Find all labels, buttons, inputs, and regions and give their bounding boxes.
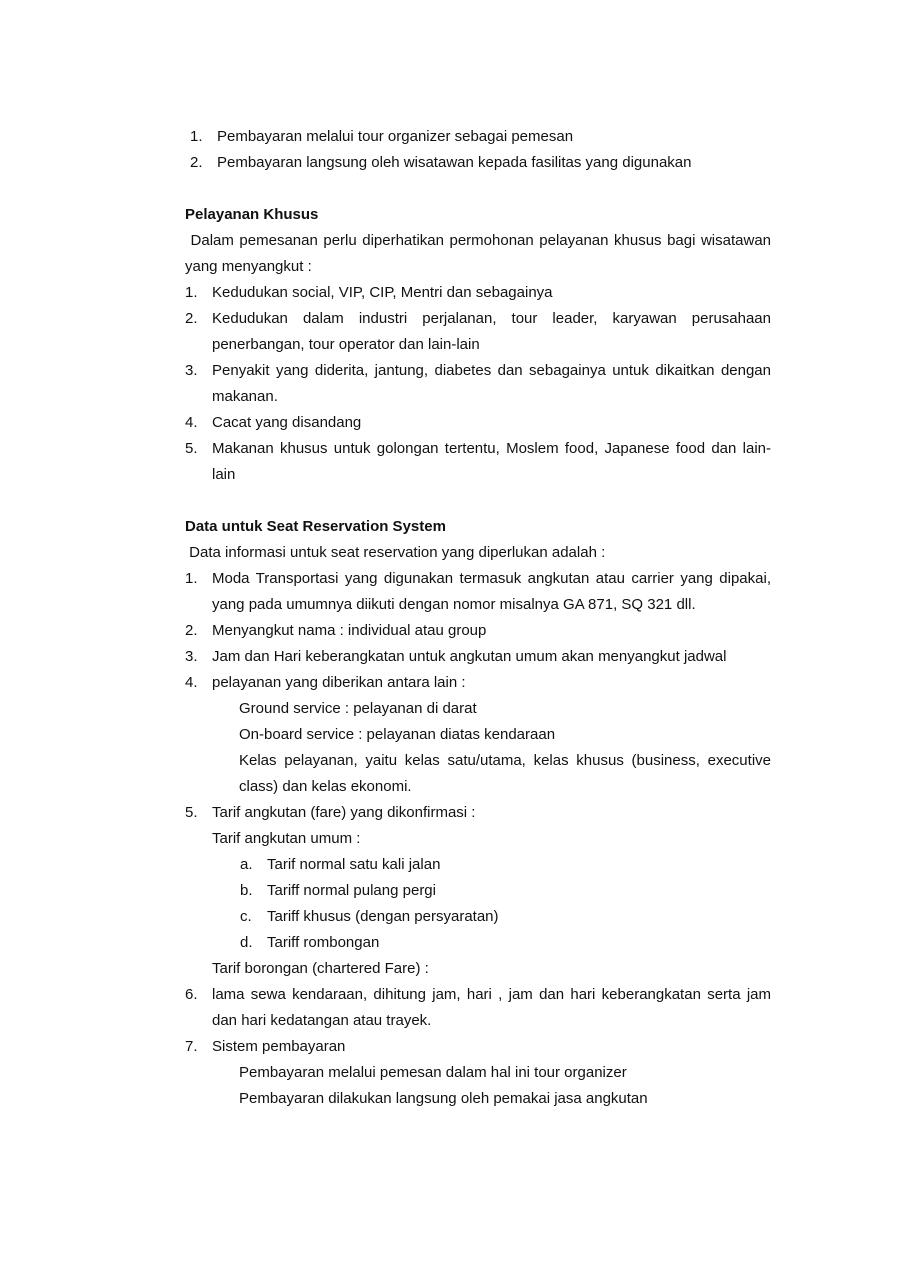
letter-item xyxy=(185,904,771,930)
list-number: 1. xyxy=(185,570,198,587)
list-number: 6. xyxy=(185,986,198,1003)
sub-item: Ground service : pelayanan di darat xyxy=(239,700,477,717)
list-number: 7. xyxy=(185,1038,198,1055)
letter-marker: c. xyxy=(240,908,252,925)
list-text: Menyangkut nama : individual atau group xyxy=(212,622,487,639)
list-item xyxy=(185,306,771,358)
letter-text: Tariff rombongan xyxy=(267,934,380,951)
list-number: 4. xyxy=(185,674,198,691)
list-number: 2. xyxy=(185,310,198,327)
section-intro: Data informasi untuk seat reservation yang diperlukan adalah : xyxy=(185,544,606,561)
list-text: Penyakit yang diderita, jantung, diabetes dan sebagainya untuk dikaitkan dengan makanan. xyxy=(212,362,771,405)
list-number: 1. xyxy=(185,284,198,301)
list-number: 5. xyxy=(185,804,198,821)
document-page xyxy=(185,124,776,1112)
list-text: Moda Transportasi yang digunakan termasuk angkutan atau carrier yang dipakai, yang pada umumnya diikuti dengan nomor misalnya GA 871, SQ 321 dll. xyxy=(212,570,771,613)
list-item xyxy=(185,800,771,826)
letter-item xyxy=(185,878,771,904)
list-text: Pembayaran melalui tour organizer sebagai pemesan xyxy=(217,128,574,145)
seat-reservation-list xyxy=(185,566,771,1112)
list-number: 1. xyxy=(190,128,203,145)
list-number: 2. xyxy=(185,622,198,639)
letter-marker: a. xyxy=(240,856,253,873)
sub-item: Pembayaran melalui pemesan dalam hal ini tour organizer xyxy=(239,1064,627,1081)
section-intro: Dalam pemesanan perlu diperhatikan permohonan pelayanan khusus bagi wisatawan yang menyangkut : xyxy=(185,232,776,275)
list-text: lama sewa kendaraan, dihitung jam, hari , jam dan hari keberangkatan serta jam dan hari kedatangan atau trayek. xyxy=(212,986,771,1029)
section-heading: Pelayanan Khusus xyxy=(185,206,319,223)
list-number: 4. xyxy=(185,414,198,431)
letter-marker: d. xyxy=(240,934,253,951)
sub-label: Tarif angkutan umum : xyxy=(212,830,361,847)
sub-item: On-board service : pelayanan diatas kendaraan xyxy=(239,726,556,743)
section-heading: Data untuk Seat Reservation System xyxy=(185,518,446,535)
list-text: Tarif angkutan (fare) yang dikonfirmasi : xyxy=(212,804,476,821)
list-text: Makanan khusus untuk golongan tertentu, Moslem food, Japanese food dan lain-lain xyxy=(212,440,771,483)
list-item xyxy=(185,566,771,618)
list-item xyxy=(185,358,771,410)
letter-text: Tarif normal satu kali jalan xyxy=(267,856,441,873)
list-item xyxy=(185,670,771,696)
sub-item: Pembayaran dilakukan langsung oleh pemakai jasa angkutan xyxy=(239,1090,648,1107)
list-item xyxy=(185,410,771,436)
list-item xyxy=(185,124,771,150)
list-item xyxy=(185,436,771,488)
sub-label: Tarif borongan (chartered Fare) : xyxy=(212,960,429,977)
letter-item xyxy=(185,930,771,956)
list-item xyxy=(185,982,771,1034)
list-item xyxy=(185,150,771,176)
list-number: 5. xyxy=(185,440,198,457)
sub-item: Kelas pelayanan, yaitu kelas satu/utama, kelas khusus (business, executive class) dan kelas ekonomi. xyxy=(239,752,771,795)
letter-marker: b. xyxy=(240,882,253,899)
payment-list xyxy=(185,124,771,176)
list-item xyxy=(185,644,771,670)
list-text: pelayanan yang diberikan antara lain : xyxy=(212,674,466,691)
special-service-list xyxy=(185,280,771,488)
list-text: Jam dan Hari keberangkatan untuk angkutan umum akan menyangkut jadwal xyxy=(212,648,727,665)
list-number: 3. xyxy=(185,362,198,379)
list-text: Kedudukan dalam industri perjalanan, tour leader, karyawan perusahaan penerbangan, tour operator dan lain-lain xyxy=(212,310,771,353)
list-number: 2. xyxy=(190,154,203,171)
list-item xyxy=(185,618,771,644)
letter-text: Tariff khusus (dengan persyaratan) xyxy=(267,908,499,925)
list-number: 3. xyxy=(185,648,198,665)
list-text: Cacat yang disandang xyxy=(212,414,362,431)
list-text: Sistem pembayaran xyxy=(212,1038,346,1055)
list-item xyxy=(185,1034,771,1060)
list-text: Pembayaran langsung oleh wisatawan kepada fasilitas yang digunakan xyxy=(217,154,692,171)
letter-text: Tariff normal pulang pergi xyxy=(267,882,436,899)
letter-item xyxy=(185,852,771,878)
list-item xyxy=(185,280,771,306)
list-text: Kedudukan social, VIP, CIP, Mentri dan sebagainya xyxy=(212,284,553,301)
